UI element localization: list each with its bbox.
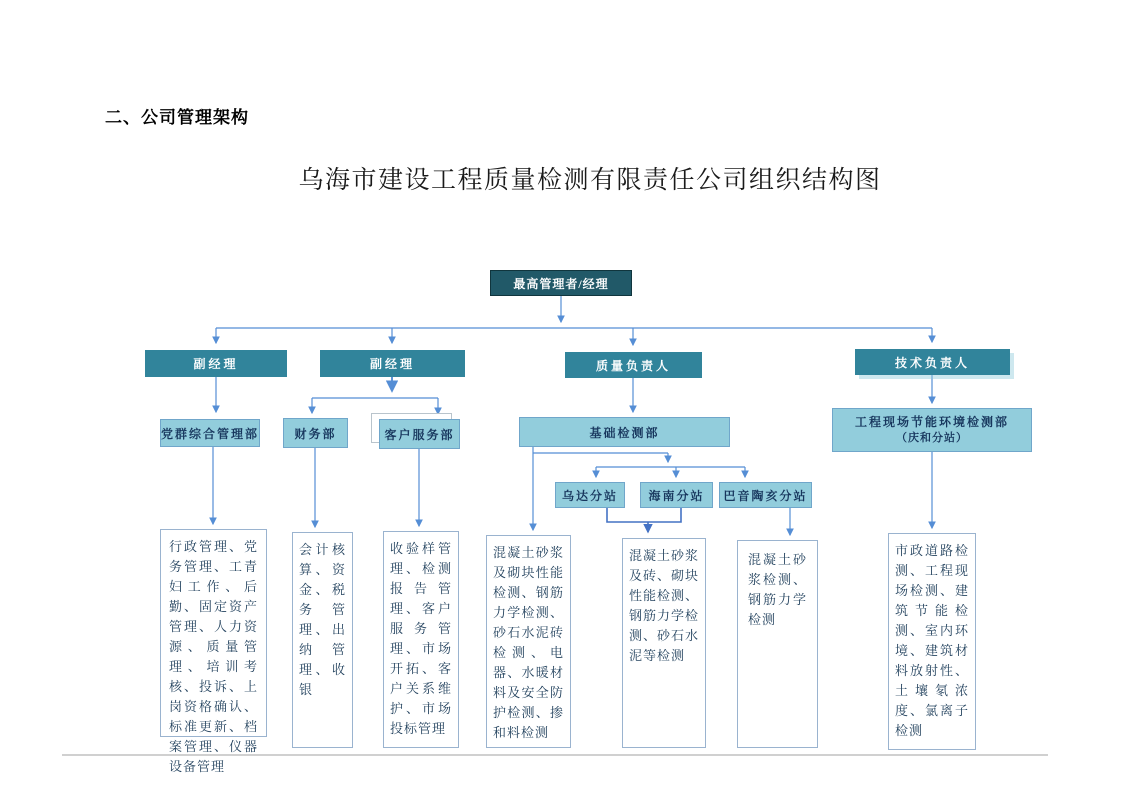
node-site-energy-env-dept	[832, 408, 1032, 452]
node-substation-wuda: 乌达分站	[555, 482, 625, 508]
node-quality-head: 质量负责人	[565, 352, 702, 378]
node-vice-manager-1: 副经理	[145, 350, 287, 377]
node-substation-bayintaohai: 巴音陶亥分站	[719, 482, 812, 508]
detail-box-basic-testing: 混凝土砂浆及砌块性能检测、钢筋力学检测、砂石水泥砖检测、电器、水暖材料及安全防护检测、掺和料检测	[486, 535, 571, 748]
detail-box-party-admin: 行政管理、党务管理、工青妇工作、后勤、固定资产管理、人力资源、质量管理、培训考核、投诉、上岗资格确认、标准更新、档案管理、仪器设备管理	[160, 529, 267, 737]
chart-title: 乌海市建设工程质量检测有限责任公司组织结构图	[298, 167, 882, 194]
page-divider	[62, 754, 1048, 756]
node-finance-dept: 财务部	[283, 418, 348, 448]
detail-box-wuda-hainan: 混凝土砂浆及砖、砌块性能检测、钢筋力学检测、砂石水泥等检测	[622, 538, 706, 748]
node-customer-service-dept: 客户服务部	[379, 419, 460, 449]
dept-sublabel: （庆和分站）	[896, 431, 968, 444]
node-substation-hainan: 海南分站	[640, 482, 713, 508]
node-top-manager: 最高管理者/经理	[490, 270, 632, 296]
node-basic-testing-dept: 基础检测部	[519, 417, 730, 447]
detail-box-finance: 会计核算、资金、税务管理、出纳管理、收银	[292, 532, 353, 748]
detail-box-site-energy-env: 市政道路检测、工程现场检测、建筑节能检测、室内环境、建筑材料放射性、土壤氡浓度、氯离子检测	[888, 533, 976, 750]
detail-box-customer-service: 收验样管理、检测报告管理、客户服务管理、市场开拓、客户关系维护、市场投标管理	[383, 531, 459, 748]
dept-label: 工程现场节能环境检测部	[854, 414, 1009, 429]
node-vice-manager-2: 副经理	[320, 350, 465, 377]
node-party-admin-dept: 党群综合管理部	[160, 419, 260, 447]
section-heading: 二、公司管理架构	[105, 108, 249, 127]
detail-box-bayintaohai: 混凝土砂浆检测、钢筋力学检测	[737, 540, 818, 748]
node-technical-head: 技术负责人	[855, 349, 1010, 375]
